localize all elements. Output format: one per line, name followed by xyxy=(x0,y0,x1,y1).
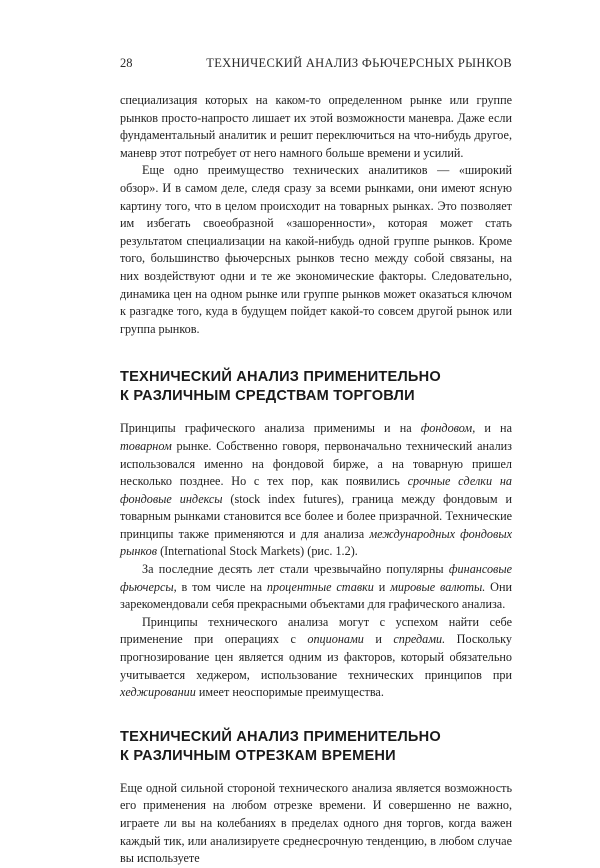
heading-line: К РАЗЛИЧНЫМ ОТРЕЗКАМ ВРЕМЕНИ xyxy=(120,747,396,764)
heading-line: К РАЗЛИЧНЫМ СРЕДСТВАМ ТОРГОВЛИ xyxy=(120,388,415,405)
italic-term: процентные ставки xyxy=(266,579,374,594)
text-run: и на xyxy=(475,421,512,436)
heading-line: ТЕХНИЧЕСКИЙ АНАЛИЗ ПРИМЕНИТЕЛЬНО xyxy=(120,369,441,386)
section2-paragraph-1: Еще одной сильной стороной технического анализа является возможность его применения на любом отрезке времени. И совершенно не важно, играете ли вы на колебаниях в пределах одного дня торгов, когда важен каждый тик, или анализируете среднесрочную тенденцию, в любом случае вы используете xyxy=(120,780,512,866)
italic-term: срочные сделки на фондовые индексы xyxy=(120,474,512,506)
section1-paragraph-3 xyxy=(120,614,512,702)
running-title: ТЕХНИЧЕСКИЙ АНАЛИЗ ФЬЮЧЕРСНЫХ РЫНКОВ xyxy=(206,56,512,70)
body-text xyxy=(120,92,512,868)
italic-term: спредами. xyxy=(393,632,446,647)
text-run: За последние десять лет стали чрезвычайно популярны xyxy=(142,562,449,577)
text-run: и xyxy=(373,579,391,594)
text-run: (International Stock Markets) (рис. 1.2). xyxy=(157,544,358,559)
italic-term: товарном xyxy=(120,438,172,453)
intro-paragraph-1: специализация которых на каком-то определенном рынке или группе рынков просто-напросто лишает их этой возможности маневра. Даже если фундаментальный аналитик и решит переключиться на что-нибудь другое, маневр этот потребует от него намного больше времени и усилий. xyxy=(120,93,512,160)
italic-term: финансовые фьючерсы, xyxy=(120,562,512,594)
page-number: 28 xyxy=(120,56,133,70)
text-run: (stock index futures), граница между фондовым и товарным рынками становится все более и более призрачной. Технические принципы также применяются и для анализа xyxy=(120,491,512,541)
text-run: в том числе на xyxy=(176,579,267,594)
italic-term: фондовом, xyxy=(420,421,476,436)
italic-term: опционами xyxy=(307,632,364,647)
section1-paragraph-2 xyxy=(120,561,512,614)
text-run: и xyxy=(363,632,394,647)
italic-term: международных фондовых рынков xyxy=(120,526,512,559)
intro-paragraph-2: Еще одно преимущество технических аналитиков — «широкий обзор». И в самом деле, следя сразу за всеми рынками, они имеют ясную картину того, что в целом происходит на товарных рынках. Это позволяет им избегать своеобразной «зашоренности», которая может стать результатом специализации на какой-нибудь одной группе рынков. Кроме того, большинство фьючерсных рынков тесно между собой связаны, на них воздействуют одни и те же экономические факторы. Следовательно, динамика цен на одном рынке или группе рынков может оказаться ключом к разгадке того, куда в будущем пойдет какой-то совсем другой рынок или группа рынков. xyxy=(120,163,512,336)
heading-line: ТЕХНИЧЕСКИЙ АНАЛИЗ ПРИМЕНИТЕЛЬНО xyxy=(120,728,441,745)
text-run: имеет неоспоримые преимущества. xyxy=(195,685,384,700)
text-run: Они зарекомендовали себя прекрасными объектами для графического анализа. xyxy=(120,579,512,612)
section-heading-time-frames xyxy=(120,728,512,766)
italic-term: хеджировании xyxy=(120,685,196,700)
text-run: рынке. Собственно говоря, первоначально технический анализ использовался именно на фондовой бирже, а на товарную пришел несколько позднее. Но с тех пор, как появились xyxy=(120,438,512,489)
text-run: Принципы технического анализа могут с успехом найти себе применение при операциях с xyxy=(120,614,512,647)
page-header xyxy=(120,56,512,71)
section1-paragraph-1 xyxy=(120,420,512,561)
section-heading-trading-instruments xyxy=(120,368,512,406)
text-run: Принципы графического анализа применимы и на xyxy=(120,421,421,436)
text-run: Поскольку прогнозирование цен является одним из факторов, который обязательно учитывается хеджером, использование технических принципов при xyxy=(120,632,512,682)
italic-term: мировые валюты. xyxy=(390,579,486,594)
